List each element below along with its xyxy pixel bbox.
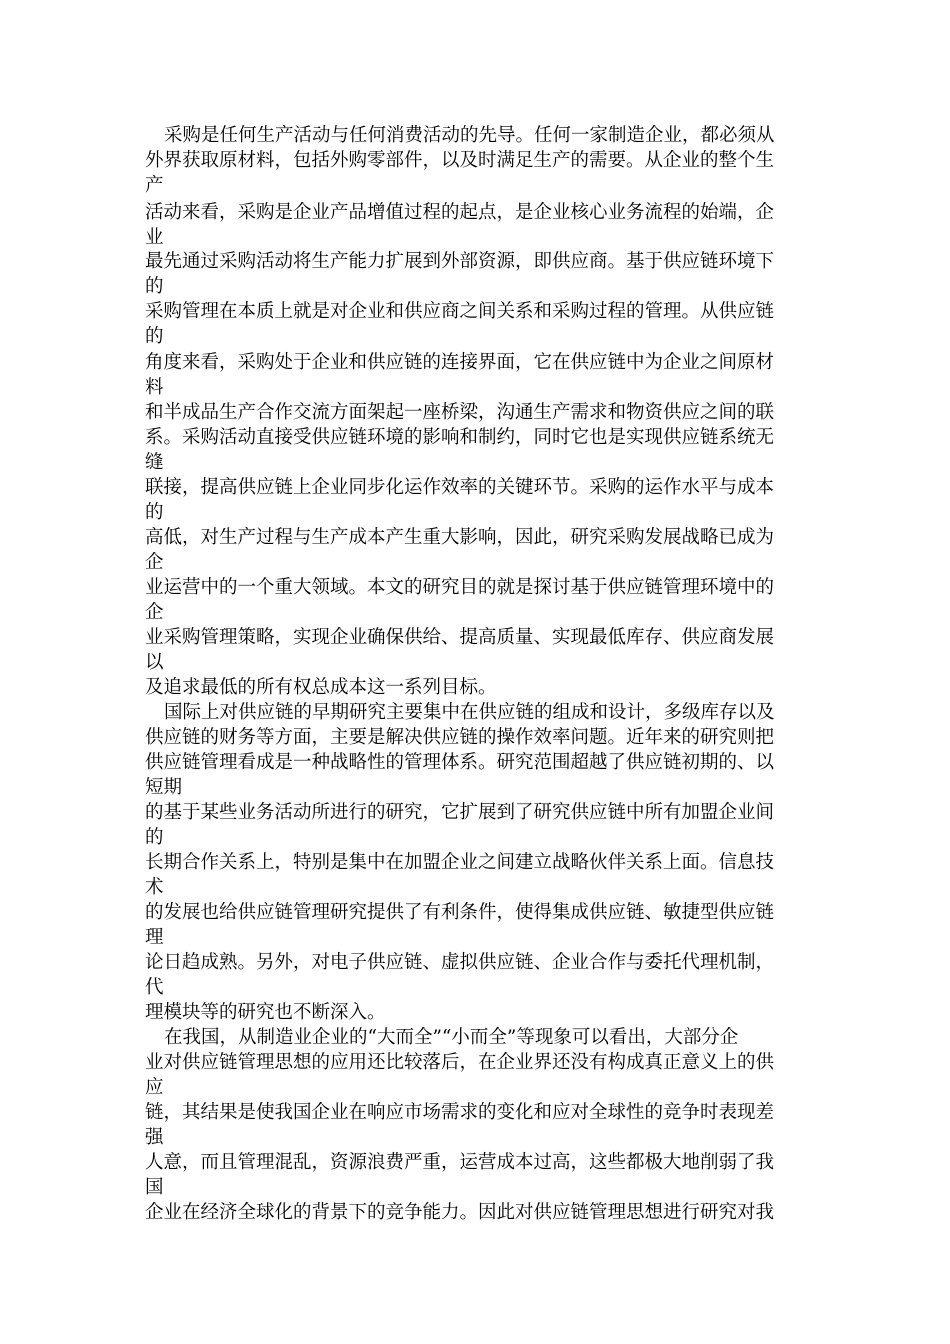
text-line: 的 [145, 326, 164, 347]
text-line: 产 [145, 175, 164, 196]
text-line: 国 [145, 1177, 164, 1198]
text-line: 企 [145, 552, 164, 573]
text-line: 代 [145, 977, 164, 998]
text-line: 业运营中的一个重大领域。本文的研究目的就是探讨基于供应链管理环境中的 [145, 577, 775, 598]
text-line: 最先通过采购活动将生产能力扩展到外部资源，即供应商。基于供应链环境下 [145, 251, 775, 272]
text-line: 理模块等的研究也不断深入。 [145, 1002, 386, 1023]
text-line: 料 [145, 377, 164, 398]
text-line: 联接，提高供应链上企业同步化运作效率的关键环节。采购的运作水平与成本 [145, 477, 775, 498]
text-line: 业采购管理策略，实现企业确保供给、提高质量、实现最低库存、供应商发展 [145, 627, 775, 648]
text-line: 论日趋成熟。另外，对电子供应链、虚拟供应链、企业合作与委托代理机制， [145, 952, 775, 973]
text-line: 强 [145, 1127, 164, 1148]
text-line: 活动来看，采购是企业产品增值过程的起点，是企业核心业务流程的始端，企 [145, 202, 775, 223]
text-line: 人意，而且管理混乱，资源浪费严重，运营成本过高，这些都极大地削弱了我 [145, 1152, 775, 1173]
text-line: 应 [145, 1077, 164, 1098]
text-line: 采购管理在本质上就是对企业和供应商之间关系和采购过程的管理。从供应链 [145, 301, 775, 322]
text-line: 业 [145, 227, 164, 248]
text-line: 系。采购活动直接受供应链环境的影响和制约，同时它也是实现供应链系统无 [145, 427, 775, 448]
text-line: 高低，对生产过程与生产成本产生重大影响，因此，研究采购发展战略已成为 [145, 527, 775, 548]
text-line: 的 [145, 502, 164, 523]
text-line: 缝 [145, 452, 164, 473]
text-line: 长期合作关系上，特别是集中在加盟企业之间建立战略伙伴关系上面。信息技 [145, 852, 775, 873]
text-line: 理 [145, 927, 164, 948]
text-line: 企业在经济全球化的背景下的竞争能力。因此对供应链管理思想进行研究对我 [145, 1202, 775, 1223]
text-line: 外界获取原材料，包括外购零部件，以及时满足生产的需要。从企业的整个生 [145, 150, 775, 171]
text-line: 链，其结果是使我国企业在响应市场需求的变化和应对全球性的竞争时表现差 [145, 1102, 775, 1123]
text-line: 和半成品生产合作交流方面架起一座桥梁，沟通生产需求和物资供应之间的联 [145, 402, 775, 423]
text-line: 以 [145, 652, 164, 673]
text-line: 角度来看，采购处于企业和供应链的连接界面，它在供应链中为企业之间原材 [145, 352, 775, 373]
text-line: 企 [145, 602, 164, 623]
text-line: 采购是任何生产活动与任何消费活动的先导。任何一家制造企业，都必须从 [164, 125, 775, 146]
text-line: 业对供应链管理思想的应用还比较落后，在企业界还没有构成真正意义上的供 [145, 1052, 775, 1073]
text-line: 术 [145, 877, 164, 898]
text-line: 供应链的财务等方面，主要是解决供应链的操作效率问题。近年来的研究则把 [145, 727, 775, 748]
text-line: 供应链管理看成是一种战略性的管理体系。研究范围超越了供应链初期的、以 [145, 752, 775, 773]
text-line: 短期 [145, 777, 183, 798]
text-line: 的发展也给供应链管理研究提供了有利条件，使得集成供应链、敏捷型供应链 [145, 902, 775, 923]
text-line: 的 [145, 276, 164, 297]
text-line: 在我国，从制造业企业的“大而全”“小而全”等现象可以看出，大部分企 [164, 1027, 739, 1048]
text-line: 的 [145, 827, 164, 848]
text-line: 及追求最低的所有权总成本这一系列目标。 [145, 677, 497, 698]
text-line: 国际上对供应链的早期研究主要集中在供应链的组成和设计，多级库存以及 [164, 702, 775, 723]
text-line: 的基于某些业务活动所进行的研究，它扩展到了研究供应链中所有加盟企业间 [145, 802, 775, 823]
